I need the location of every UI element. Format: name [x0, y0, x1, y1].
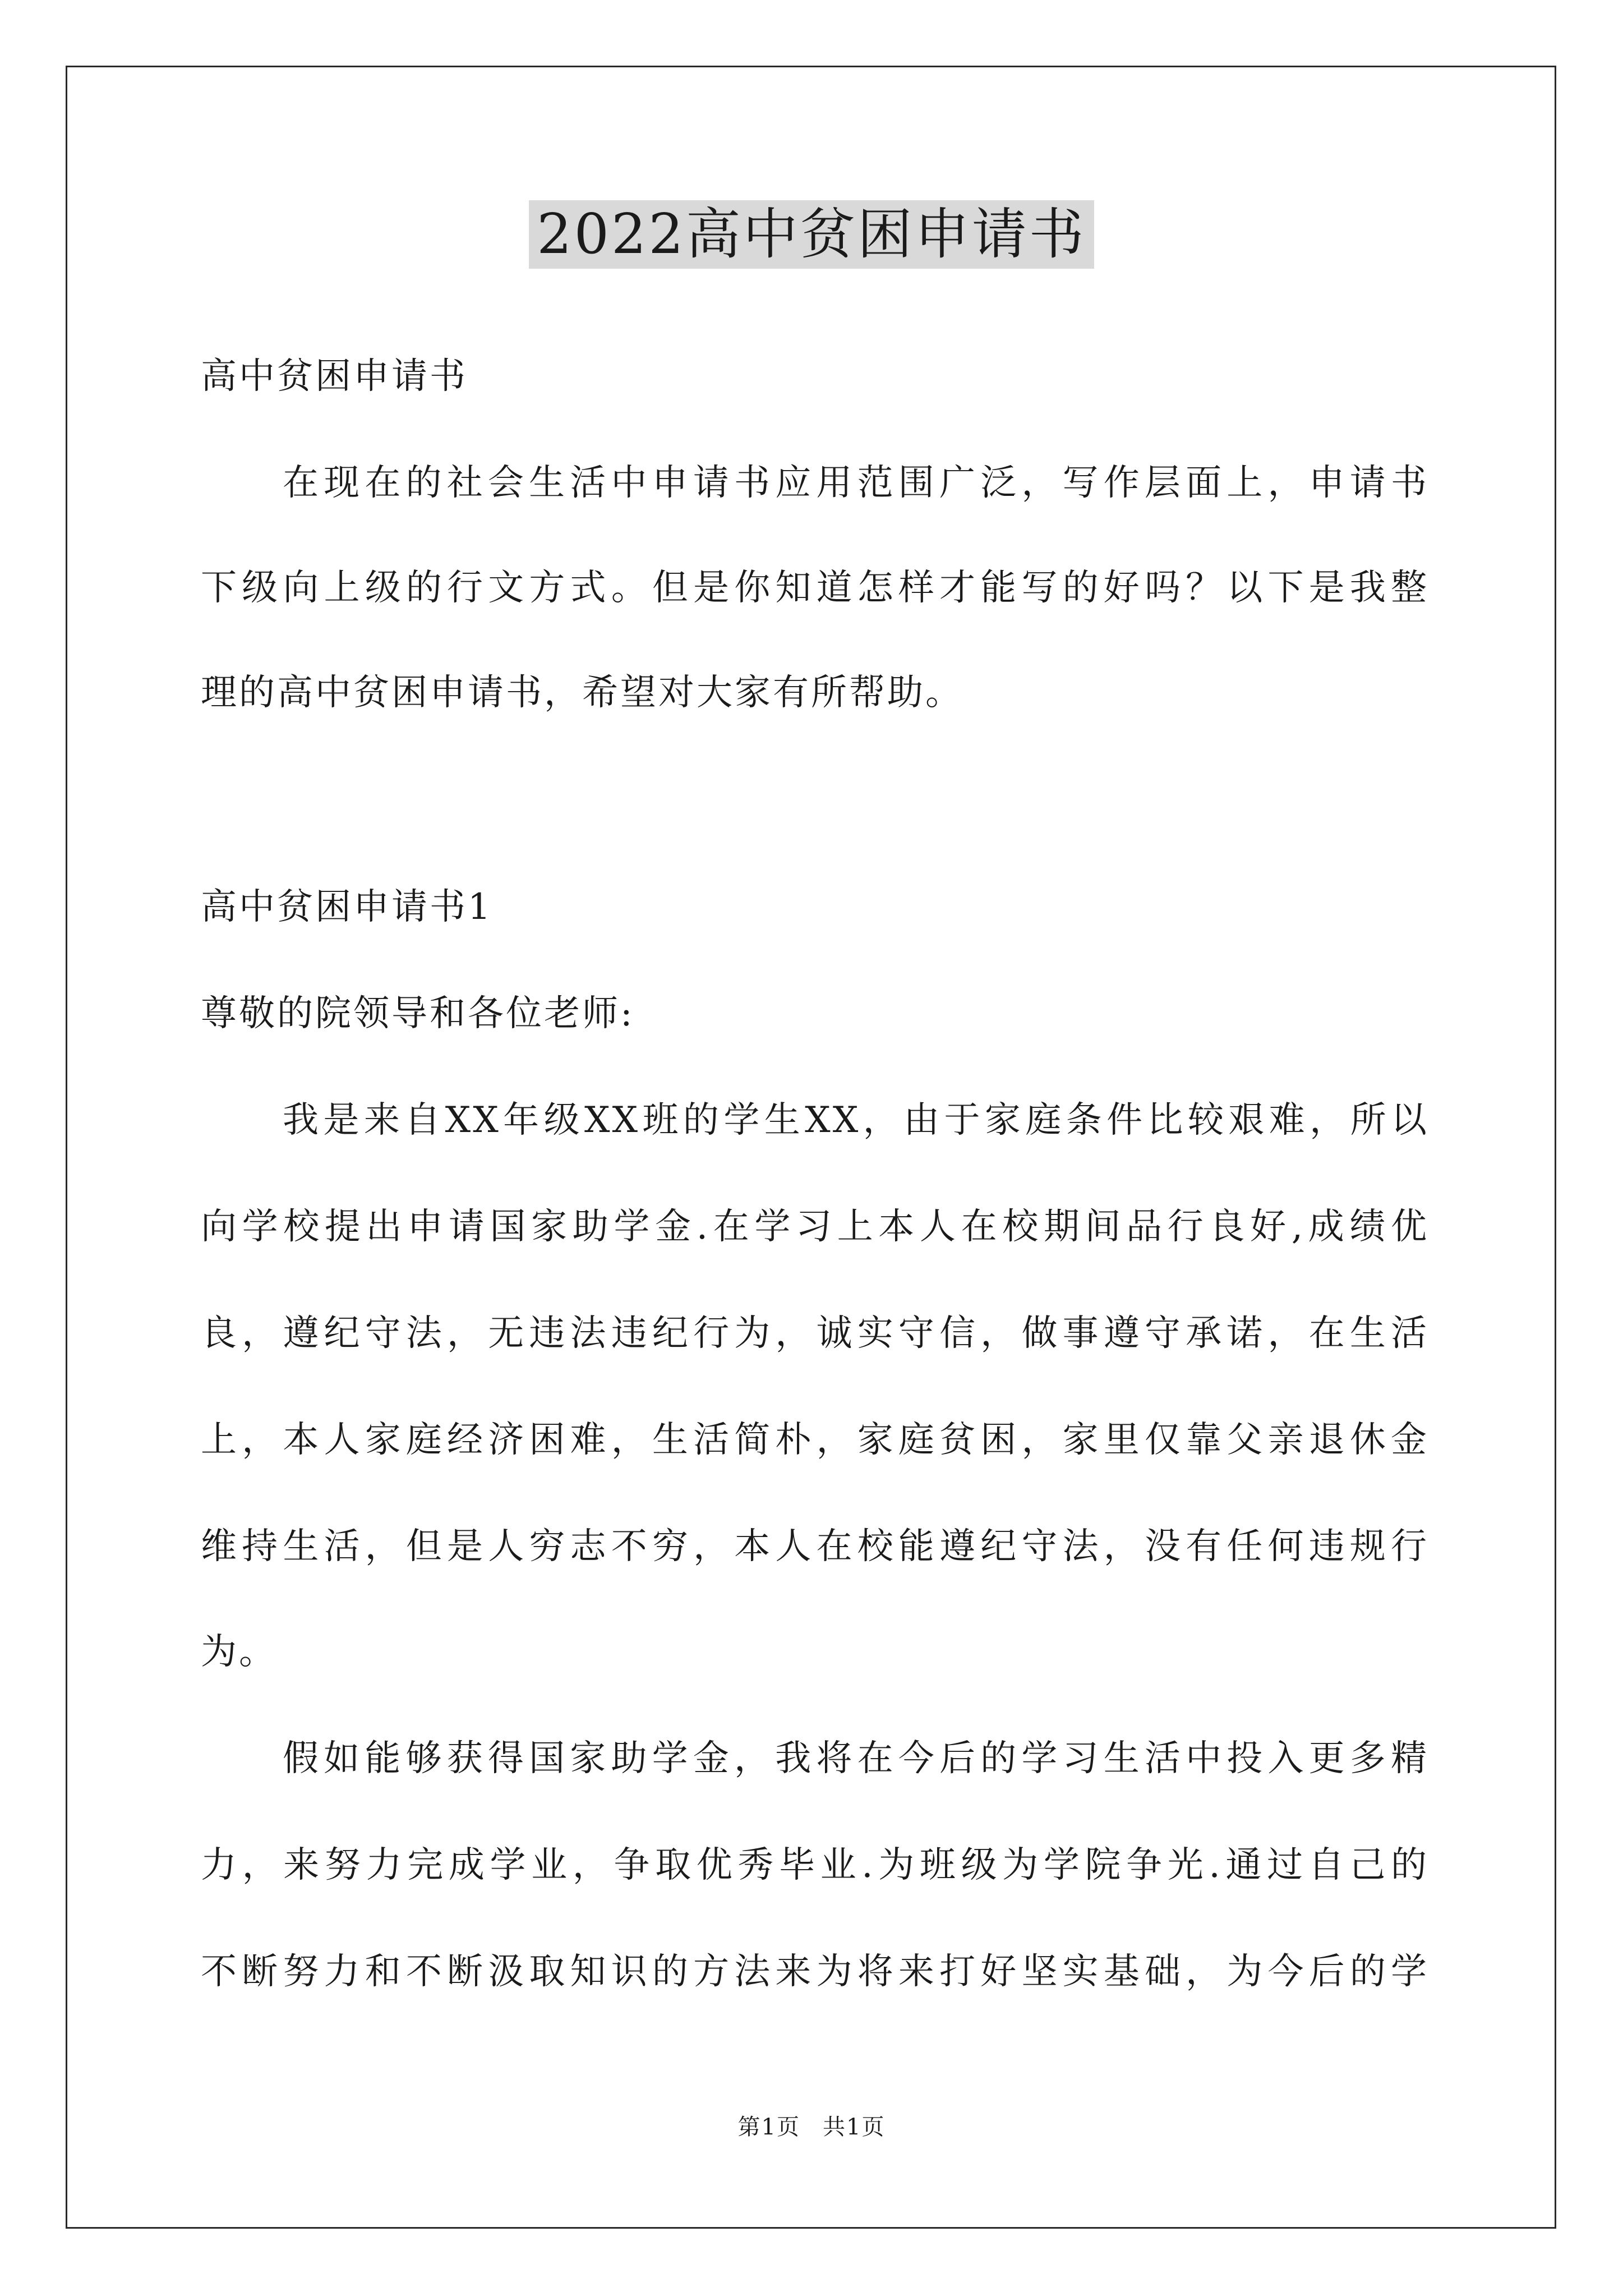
intro-line: 在现在的社会生活中申请书应用范围广泛，写作层面上，申请书: [283, 462, 1429, 504]
paragraph-line: 我是来自XX年级XX班的学生XX，由于家庭条件比较艰难，所以: [283, 1099, 1429, 1141]
paragraph-line: 上，本人家庭经济困难，生活简朴，家庭贫困，家里仅靠父亲退休金: [201, 1419, 1429, 1461]
page-count: 共1页: [823, 2114, 886, 2140]
page-number: 第1页: [737, 2114, 800, 2140]
paragraph-line: 为。: [201, 1631, 277, 1673]
page-footer: [0, 2109, 1623, 2141]
salutation: 尊敬的院领导和各位老师:: [201, 993, 635, 1034]
paragraph-line: 向学校提出申请国家助学金.在学习上本人在校期间品行良好,成绩优: [201, 1206, 1429, 1248]
document-title: [0, 199, 1623, 270]
paragraph-line: 力，来努力完成学业，争取优秀毕业.为班级为学院争光.通过自己的: [201, 1844, 1429, 1886]
intro-line: 下级向上级的行文方式。但是你知道怎样才能写的好吗？以下是我整: [201, 567, 1429, 609]
paragraph-line: 良，遵纪守法，无违法违纪行为，诚实守信，做事遵守承诺，在生活: [201, 1313, 1429, 1354]
section-heading: 高中贫困申请书1: [201, 886, 493, 928]
intro-line: 理的高中贫困申请书，希望对大家有所帮助。: [201, 672, 963, 714]
paragraph-line: 维持生活，但是人穷志不穷，本人在校能遵纪守法，没有任何违规行: [201, 1526, 1429, 1567]
document-title-text: 2022高中贫困申请书: [529, 200, 1094, 269]
paragraph-line: 假如能够获得国家助学金，我将在今后的学习生活中投入更多精: [283, 1738, 1429, 1779]
paragraph-line: 不断努力和不断汲取知识的方法来为将来打好坚实基础，为今后的学: [201, 1951, 1429, 1993]
subtitle: 高中贫困申请书: [201, 356, 468, 397]
